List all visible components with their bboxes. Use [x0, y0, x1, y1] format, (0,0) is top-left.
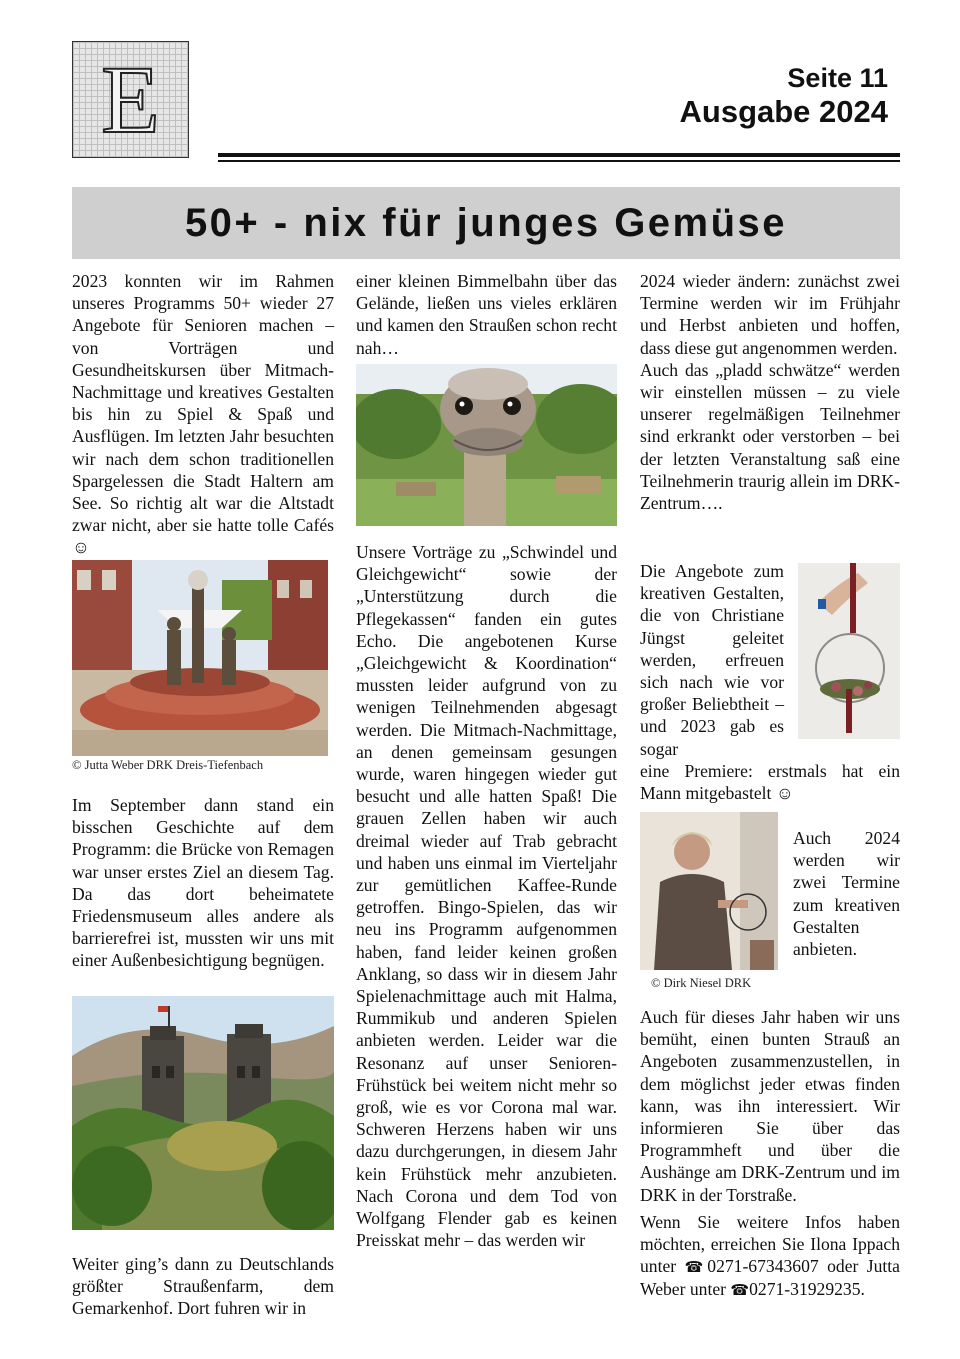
phone-icon-2: ☎	[730, 1281, 750, 1300]
column-3-part-4	[793, 827, 900, 960]
header-rule-thick	[218, 153, 900, 157]
phone-number-ippach: 0271-67343607	[707, 1256, 819, 1277]
col3-paragraph-3b: eine Premiere: erstmals hat ein Mann mitgebastelt ☺	[640, 761, 900, 804]
page-info	[680, 62, 889, 130]
wreath-photo	[798, 563, 900, 739]
col3-paragraph-6	[640, 1211, 900, 1302]
contact-text-mid: oder Jutta Weber unter	[640, 1256, 900, 1300]
craft-photo	[640, 812, 778, 970]
col2-paragraph-2: Unsere Vorträge zu „Schwindel und Gleichgewicht“ sowie der „Unterstützung durch die Pflegekassen“ fanden ein gutes Echo. Die angebotenen Kurse „Gleichgewicht & Koordination“ mussten leider aufgrund von zu wenigen Teilnehmenden abgesagt werden. Die Mitmach-Nachmittage, an denen gemeinsam gesungen wurde, waren hingegen wieder gut besucht und alle hatten Spaß! Die grauen Zellen haben wir auch dreimal wieder auf Trab gebracht und haben uns einmal im Vierteljahr zur gemütlichen Kaffee-Runde getroffen. Bingo-Spielen, das wir neu ins Programm aufgenommen haben, fand leider keinen großen Anklang, so dass wir in diesem Jahr Spielenachmittage auch mit Halma, Rummikub und anderen Spielen anbieten werden. Leider war die Resonanz auf unser Senioren-Frühstück bei weitem nicht mehr so groß, wie es vor Corona mal war. Schweren Herzens haben wir uns dazu durchgerungen, in diesem Jahr kein Frühstück mehr anzubieten. Nach Corona und dem Tod von Wolfgang Flender gab es keinen Preisskat mehr – das werden wir	[356, 542, 617, 1251]
logo-box	[72, 41, 189, 158]
phone-number-weber: 0271-31929235	[749, 1279, 861, 1300]
photo-caption-fountain: © Jutta Weber DRK Dreis-Tiefenbach	[72, 758, 264, 772]
ostrich-photo	[356, 364, 617, 526]
craft-image	[640, 812, 778, 970]
col1-paragraph-2: Im September dann stand ein bisschen Geschichte auf dem Programm: die Brücke von Remagen war unser erstes Ziel an diesem Tag. Da das dort beheimatete Friedensmuseum alles andere als barrierefrei ist, mussten wir uns mit einer Außenbesichtigung begnügen.	[72, 795, 334, 971]
header-rule-thin	[218, 160, 900, 162]
edition-label: Ausgabe 2024	[679, 94, 888, 129]
phone-icon: ☎	[684, 1258, 708, 1277]
remagen-bridge-image	[72, 996, 334, 1230]
column-2	[356, 270, 617, 359]
column-3-part-3	[640, 760, 900, 804]
title-band	[72, 187, 900, 259]
column-2-part-2	[356, 541, 617, 1252]
column-3-part-5	[640, 1006, 900, 1302]
col3-paragraph-4: Auch 2024 werden wir zwei Termine zum kreativen Gestalten anbieten.	[793, 828, 900, 960]
photo-caption-craft: © Dirk Niesel DRK	[651, 976, 752, 990]
contact-text-end: .	[860, 1279, 865, 1300]
col2-paragraph-1: einer kleinen Bimmelbahn über das Gelände, ließen uns vieles erklären und kamen den Straußen schon recht nah…	[356, 271, 617, 358]
remagen-bridge-photo	[72, 996, 334, 1230]
fountain-photo	[72, 560, 328, 756]
col3-paragraph-2: Auch das „pladd schwätze“ werden wir einstellen müssen – zu viele unserer regelmäßigen Teilnehmer sind erkrankt oder verstorben – bei der letzten Veranstaltung saß eine Teilnehmerin traurig allein im DRK-Zentrum….	[640, 359, 900, 514]
column-3	[640, 270, 900, 514]
contact-text-start: Wenn Sie weitere Infos haben möchten, erreichen Sie Ilona Ippach unter	[640, 1211, 900, 1277]
wreath-image	[798, 563, 900, 739]
column-3-part-2	[640, 560, 784, 760]
col3-paragraph-1: 2024 wieder ändern: zunächst zwei Termine werden wir im Frühjahr und Herbst anbieten und hoffen, dass diese gut angenommen werden.	[640, 271, 900, 358]
fountain-image	[72, 560, 328, 756]
col3-paragraph-5: Auch für dieses Jahr haben wir uns bemüht, einen bunten Strauß an Angeboten zusammenzustellen, in dem möglichst jeder etwas finden kann, was ihn interessiert. Wir informieren Sie über das Programmheft und über die Aushänge am DRK-Zentrum und im DRK in der Torstraße.	[640, 1007, 900, 1205]
column-1-part-3	[72, 1253, 334, 1320]
column-1	[72, 270, 334, 559]
col3-paragraph-3a: Die Angebote zum kreativen Gestalten, die von Christiane Jüngst geleitet werden, erfreuen sich nach wie vor großer Beliebtheit – und 2023 gab es sogar	[640, 561, 784, 759]
col1-paragraph-3: Weiter ging’s dann zu Deutschlands größter Straußenfarm, dem Gemarkenhof. Dort fuhren wir in	[72, 1254, 334, 1319]
page-title: 50+ - nix für junges Gemüse	[184, 200, 788, 245]
ostrich-image	[356, 364, 617, 526]
page-number: Seite 11	[787, 63, 888, 93]
column-1-part-2	[72, 794, 334, 972]
col1-paragraph-1: 2023 konnten wir im Rahmen unseres Programms 50+ wieder 27 Angebote für Senioren machen – von Vorträgen und Gesundheitskursen über Mitmach-Nachmittage und kreatives Gestalten bis hin zu Spiel & Spaß und Ausflügen. Im letzten Jahr besuchten wir nach dem schon traditionellen Spargelessen die Stadt Haltern am See. So richtig alt war die Altstadt zwar nicht, aber sie hatte tolle Cafés ☺	[72, 271, 334, 558]
logo-letter: E	[101, 45, 160, 153]
